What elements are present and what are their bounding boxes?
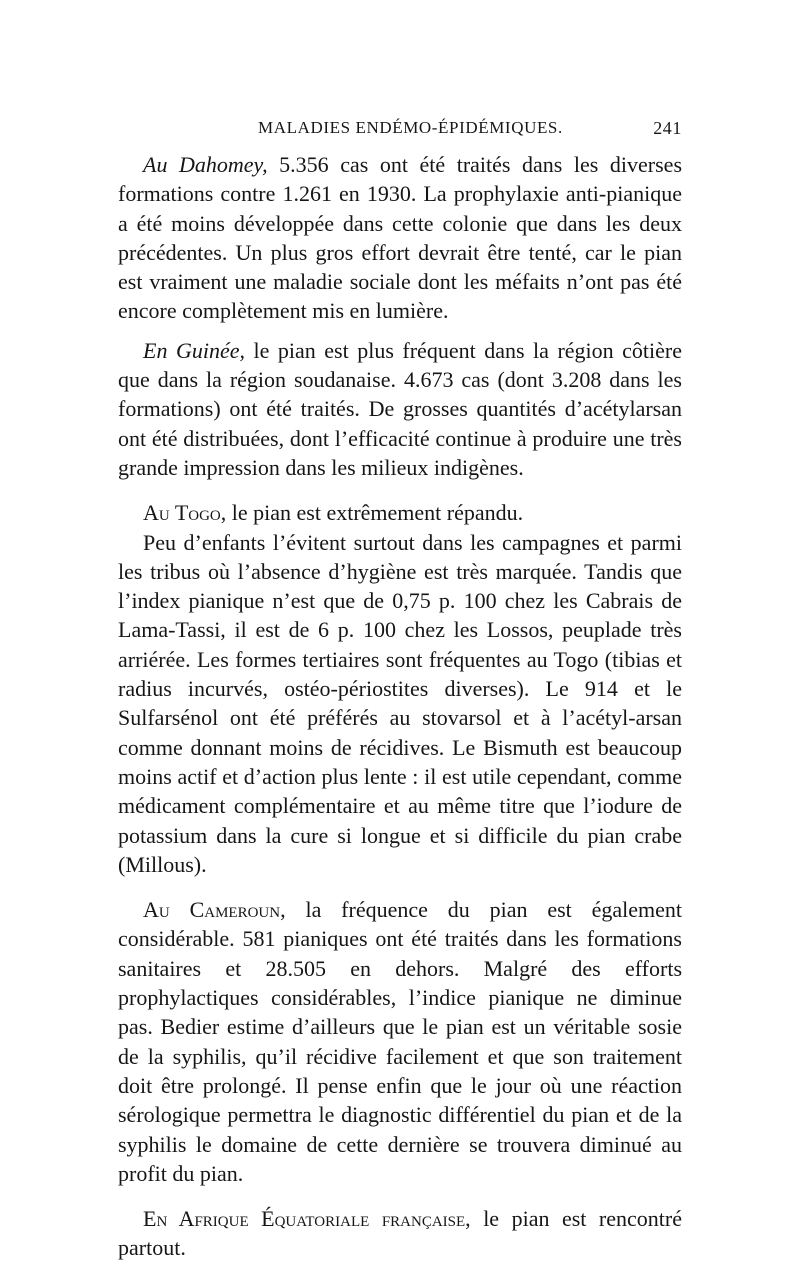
paragraph-text: le pian est rencontré partout.	[118, 1206, 682, 1261]
paragraph-togo-intro	[118, 498, 682, 527]
place-name-guinee: En Guinée,	[143, 337, 245, 363]
paragraph-dahomey	[118, 150, 682, 326]
paragraph-guinee	[118, 336, 682, 482]
paragraph-text: la fréquence du pian est également considérable. 581 pianiques ont été traités dans les formations sanitaires et 28.505 en dehors. Malgré des efforts prophylactiques considérables, l’indice pianique ne diminue pas. Bedier estime d’ailleurs que le pian est un véritable sosie de la syphilis, qu’il récidive facilement et que son traitement doit être prolongé. Il pense enfin que le jour où une réaction sérologique permettra le diagnostic différentiel du pian et de la syphilis le domaine de cette dernière se trouvera diminué au profit du pian.	[118, 897, 683, 1186]
place-name-afrique-equatoriale: En Afrique Équatoriale française,	[143, 1206, 471, 1232]
running-head	[118, 118, 682, 146]
place-name-togo: Au Togo,	[143, 500, 227, 526]
place-name-cameroun: Au Cameroun,	[143, 897, 286, 923]
body-text	[118, 150, 682, 1263]
paragraph-cameroun	[118, 895, 682, 1188]
paragraph-text: le pian est plus fréquent dans la région côtière que dans la région soudanaise. 4.673 cas (dont 3.208 dans les formations) ont été traités. De grosses quantités d’acétylarsan ont été distribuées, dont l’efficacité continue à produire une très grande impression dans les milieux indigènes.	[118, 337, 682, 480]
paragraph-text: 5.356 cas ont été traités dans les diverses formations contre 1.261 en 1930. La prophylaxie anti-pianique a été moins développée dans cette colonie que dans les deux précédentes. Un plus gros effort devrait être tenté, car le pian est vraiment une maladie sociale dont les méfaits n’ont pas été encore complètement mis en lumière.	[118, 152, 682, 324]
paragraph-text: Peu d’enfants l’évitent surtout dans les campagnes et parmi les tribus où l’absence d’hygiène est très marquée. Tandis que l’index pianique n’est que de 0,75 p. 100 chez les Cabrais de Lama-Tassi, il est de 6 p. 100 chez les Lossos, peuplade très arriérée. Les formes tertiaires sont fréquentes au Togo (tibias et radius incurvés, ostéo-périostites diverses). Le 914 et le Sulfarsénol ont été préférés au stovarsol et à l’acétyl-arsan comme donnant moins de récidives. Le Bismuth est beaucoup moins actif et d’action plus lente : il est utile cependant, comme médicament complémentaire et au même titre que l’iodure de potassium dans la cure si longue et si difficile du pian crabe (Millous).	[118, 529, 682, 877]
page-number: 241	[653, 118, 682, 138]
paragraph-afrique-equatoriale	[118, 1204, 682, 1263]
running-title: MALADIES ENDÉMO-ÉPIDÉMIQUES.	[258, 118, 563, 137]
paragraph-text: le pian est extrêmement répandu.	[231, 500, 524, 526]
paragraph-togo-details	[118, 528, 682, 880]
place-name-dahomey: Au Dahomey,	[143, 152, 268, 177]
